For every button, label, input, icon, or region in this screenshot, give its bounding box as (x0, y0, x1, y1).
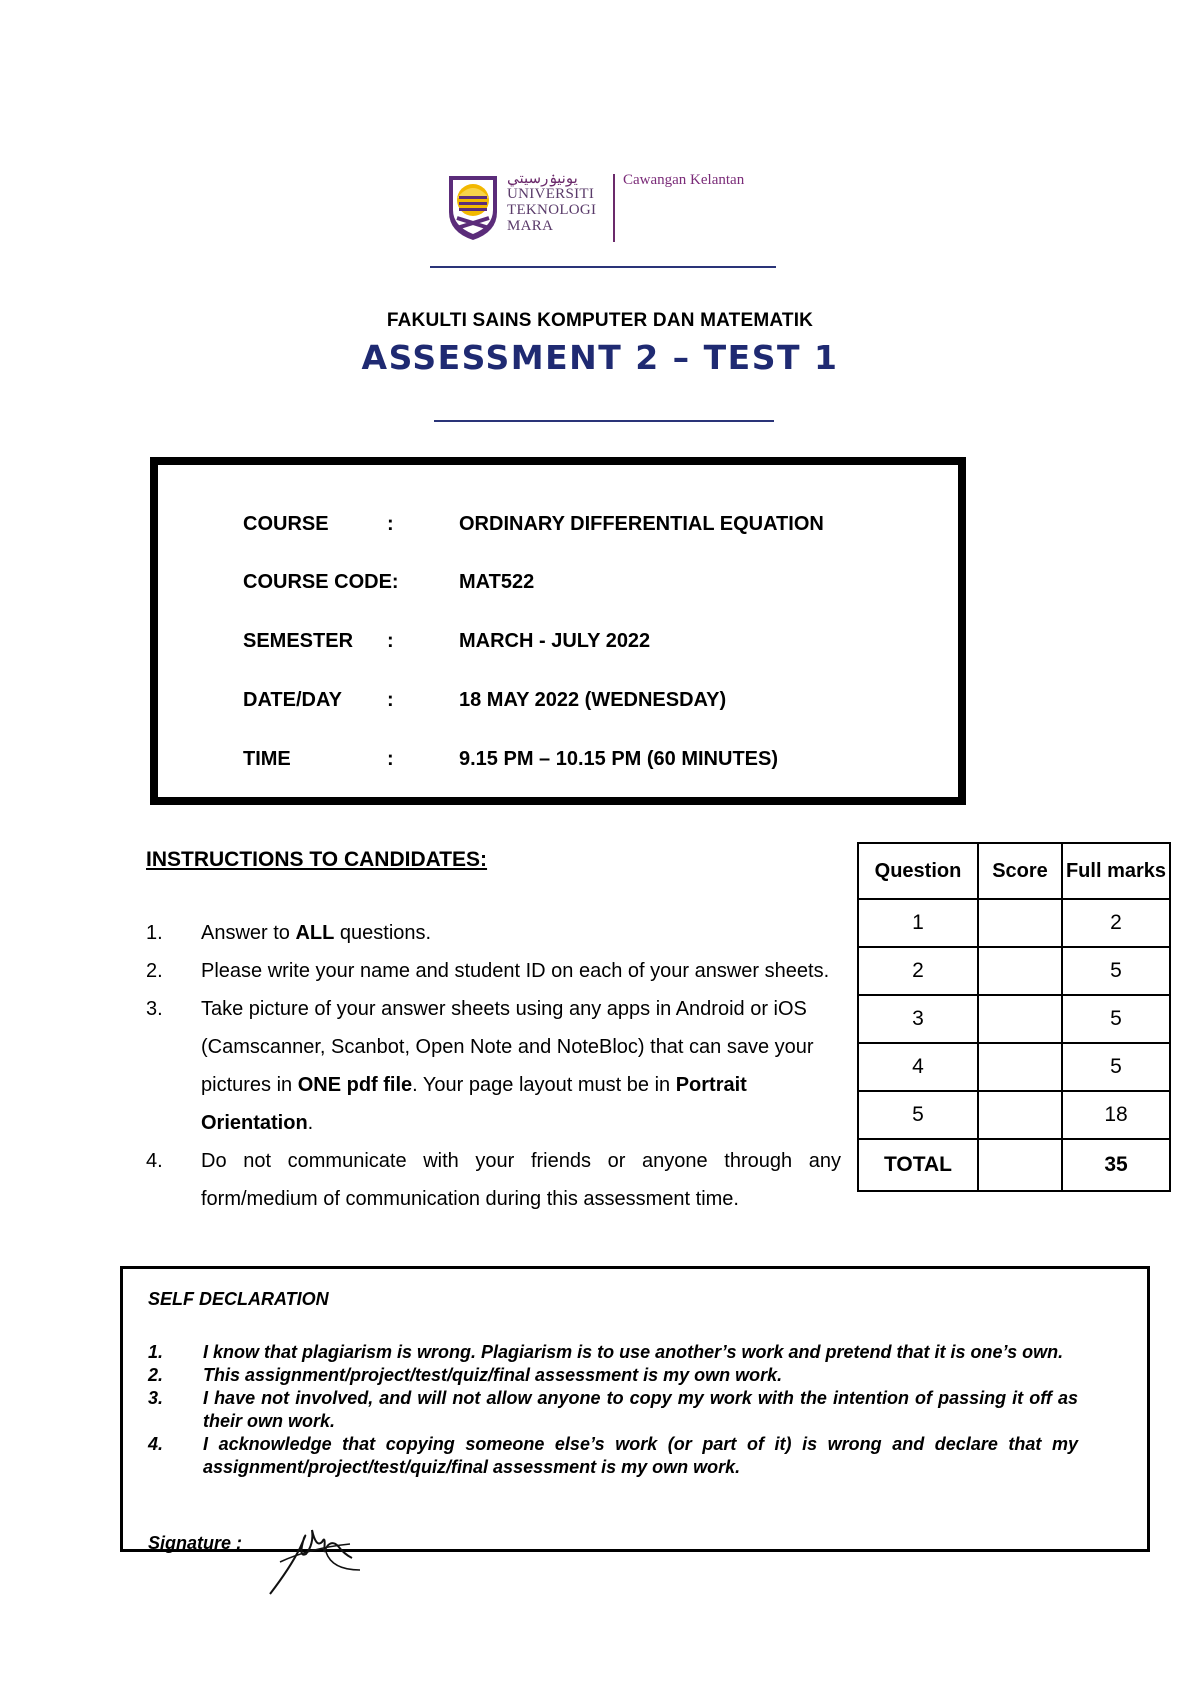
time-value: 9.15 PM – 10.15 PM (60 MINUTES) (459, 748, 779, 770)
declaration-text: This assignment/project/test/quiz/final assessment is my own work. (203, 1365, 783, 1385)
instruction-text: Take picture of your answer sheets using any apps in Android or iOS (Camscanner, Scanbot, Open Note and NoteBloc) that can save your pictures in (201, 998, 814, 1096)
table-row (858, 1043, 1170, 1091)
instructions-heading: INSTRUCTIONS TO CANDIDATES: (146, 848, 488, 871)
time-colon: : (387, 748, 394, 770)
semester-colon: : (387, 630, 394, 652)
question-cell: 5 (858, 1091, 978, 1139)
header-full-marks: Full marks (1062, 843, 1170, 899)
instruction-item (146, 952, 841, 990)
instruction-emphasis: ONE pdf file (297, 1074, 413, 1096)
instruction-text: questions. (334, 922, 432, 944)
faculty-name: FAKULTI SAINS KOMPUTER DAN MATEMATIK (386, 310, 814, 331)
table-row (858, 1091, 1170, 1139)
table-row (858, 995, 1170, 1043)
full-marks-cell: 5 (1062, 995, 1170, 1043)
university-name-line-1: UNIVERSITI (507, 186, 595, 202)
declaration-text: I acknowledge that copying someone else’s work (or part of it) is wrong and declare that my assignment/project/test/quiz/final assessment is my own work. (203, 1434, 1078, 1477)
instruction-text: . (307, 1112, 314, 1134)
total-score-cell (978, 1139, 1062, 1191)
instruction-text: Answer to (201, 922, 296, 944)
total-label: TOTAL (858, 1139, 978, 1191)
course-colon: : (387, 513, 394, 535)
course-code-label: COURSE CODE: (243, 571, 399, 593)
date-day-label: DATE/DAY (243, 689, 342, 711)
course-info-box (150, 457, 966, 805)
declaration-text: I know that plagiarism is wrong. Plagiarism is to use another’s work and pretend that it is one’s own. (203, 1342, 1064, 1362)
university-name-line-3: MARA (507, 218, 554, 234)
time-label: TIME (243, 748, 291, 770)
declaration-number: 4. (148, 1434, 164, 1454)
instruction-item (146, 1142, 841, 1218)
instruction-text: Do not communicate with your friends or anyone through any form/medium of communication during this assessment time. (201, 1150, 841, 1210)
university-name-line-2: TEKNOLOGI (507, 202, 597, 218)
header-rule-bottom (434, 420, 774, 422)
declaration-item (148, 1364, 1078, 1387)
table-row (858, 947, 1170, 995)
full-marks-cell: 18 (1062, 1091, 1170, 1139)
table-row (858, 899, 1170, 947)
question-cell: 3 (858, 995, 978, 1043)
score-cell (978, 1091, 1062, 1139)
declaration-text: I have not involved, and will not allow anyone to copy my work with the intention of passing it off as their own work. (203, 1388, 1078, 1431)
semester-label: SEMESTER (243, 630, 354, 652)
university-name-jawi: يونيۏرسيتي (507, 169, 578, 187)
declaration-number: 1. (148, 1342, 164, 1362)
instruction-number: 4. (146, 1150, 163, 1172)
course-code-value: MAT522 (459, 571, 535, 593)
total-full-marks: 35 (1062, 1139, 1170, 1191)
full-marks-cell: 5 (1062, 1043, 1170, 1091)
score-cell (978, 995, 1062, 1043)
instruction-item (146, 990, 841, 1142)
handwritten-signature-icon (260, 1518, 380, 1598)
university-crest-icon (445, 172, 501, 242)
course-label: COURSE (243, 513, 329, 535)
semester-value: MARCH - JULY 2022 (459, 630, 651, 652)
declaration-item (148, 1433, 1078, 1479)
header-question: Question (858, 843, 978, 899)
full-marks-cell: 2 (1062, 899, 1170, 947)
score-table (857, 842, 1171, 1192)
declaration-item (148, 1387, 1078, 1433)
campus-name: Cawangan Kelantan (623, 172, 745, 188)
header-rule-top (430, 266, 776, 268)
score-table-header (858, 843, 1170, 899)
university-name (507, 170, 607, 234)
course-value: ORDINARY DIFFERENTIAL EQUATION (459, 513, 824, 535)
instruction-item (146, 914, 841, 952)
score-cell (978, 947, 1062, 995)
declaration-number: 3. (148, 1388, 164, 1408)
question-cell: 2 (858, 947, 978, 995)
declaration-item (148, 1341, 1078, 1364)
instruction-number: 3. (146, 998, 163, 1020)
date-day-value: 18 MAY 2022 (WEDNESDAY) (459, 689, 727, 711)
header-score: Score (978, 843, 1062, 899)
instruction-number: 1. (146, 922, 163, 944)
instruction-text: Please write your name and student ID on each of your answer sheets. (201, 960, 830, 982)
university-logo (445, 170, 765, 252)
instruction-text: . Your page layout must be in (412, 1074, 676, 1096)
self-declaration-box (120, 1266, 1150, 1552)
question-cell: 1 (858, 899, 978, 947)
instruction-emphasis: Portrait Orientation (201, 1074, 747, 1134)
table-total-row (858, 1139, 1170, 1191)
question-cell: 4 (858, 1043, 978, 1091)
logo-divider (613, 174, 615, 242)
instruction-emphasis: ALL (295, 922, 335, 944)
full-marks-cell: 5 (1062, 947, 1170, 995)
date-day-colon: : (387, 689, 394, 711)
declaration-number: 2. (148, 1365, 164, 1385)
instructions-list (146, 914, 841, 1218)
page-title: ASSESSMENT 2 – TEST 1 (361, 338, 839, 377)
score-cell (978, 899, 1062, 947)
self-declaration-heading: SELF DECLARATION (148, 1289, 329, 1309)
self-declaration-list (148, 1341, 1078, 1479)
signature-label: Signature : (148, 1533, 243, 1553)
instruction-number: 2. (146, 960, 163, 982)
score-cell (978, 1043, 1062, 1091)
